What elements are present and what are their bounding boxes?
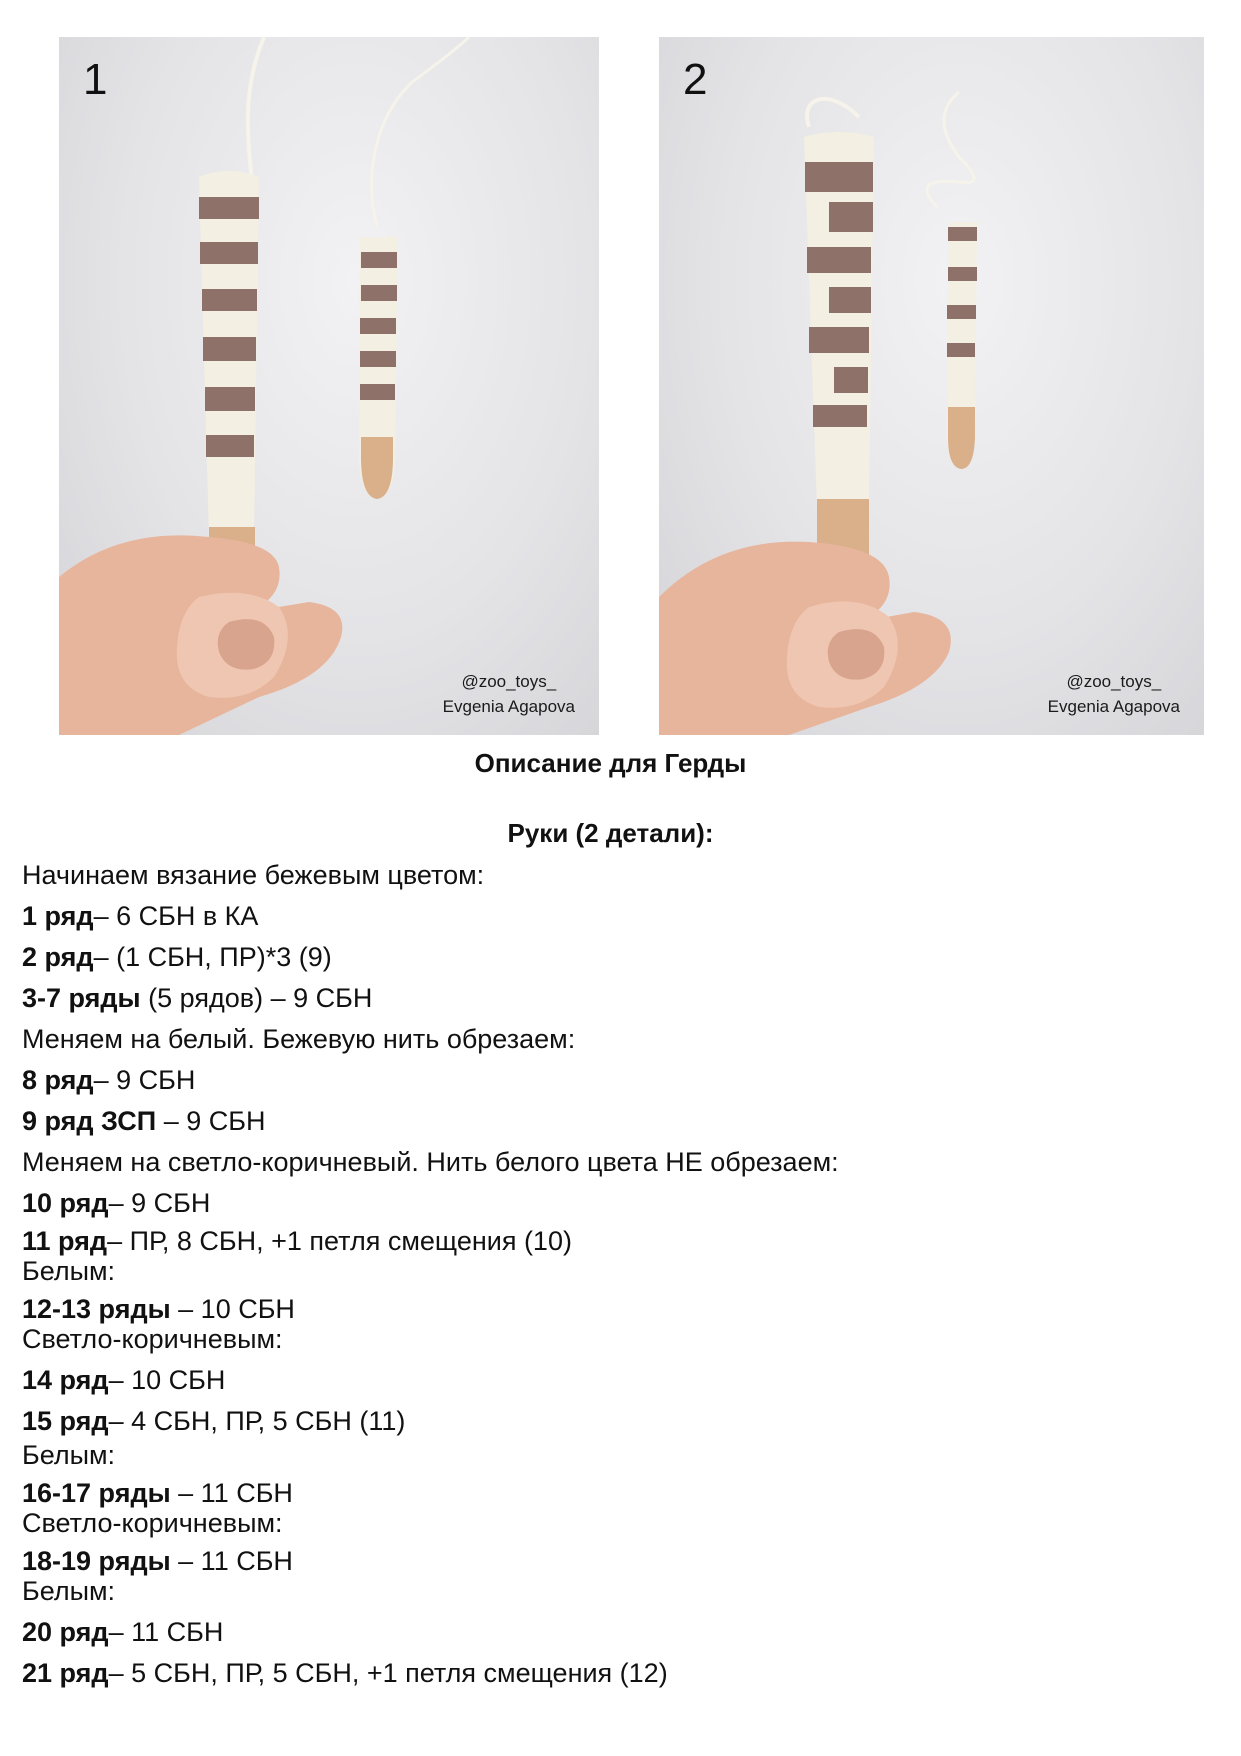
instruction-text: – 5 СБН, ПР, 5 СБН, +1 петля смещения (12) (108, 1658, 668, 1688)
instruction-line (22, 978, 1202, 1019)
instruction-line (22, 1258, 1202, 1285)
instruction-text: – 10 СБН (108, 1365, 226, 1395)
row-label: 14 ряд (22, 1365, 109, 1395)
photo-watermark (1048, 669, 1180, 719)
row-label: 1 ряд (22, 901, 94, 931)
instruction-line (22, 1653, 1202, 1694)
instruction-line (22, 1326, 1202, 1353)
row-label: 21 ряд (22, 1658, 109, 1688)
instruction-line (22, 1612, 1202, 1653)
instruction-line (22, 1142, 1202, 1183)
instruction-text: – 6 СБН в КА (93, 901, 259, 931)
row-label: 12-13 ряды (22, 1294, 171, 1324)
instruction-line (22, 855, 1202, 896)
photo-1 (59, 37, 599, 735)
instruction-line (22, 1442, 1202, 1469)
yarn-tail (372, 37, 469, 227)
watermark-handle: @zoo_toys_ (1066, 672, 1162, 691)
instruction-line (22, 1224, 1202, 1258)
row-label: 8 ряд (22, 1065, 94, 1095)
instruction-line (22, 1544, 1202, 1578)
small-arm (359, 237, 398, 499)
instruction-text: – 9 СБН (156, 1106, 266, 1136)
instruction-text: – 11 СБН (170, 1478, 293, 1508)
instruction-text: – 10 СБН (170, 1294, 295, 1324)
hand (59, 535, 342, 735)
small-arm (947, 222, 977, 469)
crochet-arms-photo-2 (659, 37, 1204, 735)
instruction-text: – 11 СБН (170, 1546, 293, 1576)
instruction-text: – ПР, 8 СБН, +1 петля смещения (10) (107, 1226, 572, 1256)
large-arm (804, 132, 874, 602)
row-label: 20 ряд (22, 1617, 109, 1647)
instruction-text: Меняем на светло-коричневый. Нить белого цвета НЕ обрезаем: (22, 1147, 839, 1177)
section-title: Руки (2 детали): (507, 818, 714, 848)
instruction-text: Меняем на белый. Бежевую нить обрезаем: (22, 1024, 576, 1054)
row-label: 10 ряд (22, 1188, 109, 1218)
photo-watermark (443, 669, 575, 719)
instruction-text: Светло-коричневым: (22, 1508, 283, 1538)
instruction-text: (5 рядов) – 9 СБН (140, 983, 373, 1013)
document-title: Описание для Герды (474, 748, 747, 778)
instruction-line (22, 1101, 1202, 1142)
instruction-line (22, 1578, 1202, 1605)
row-label: 9 ряд ЗСП (22, 1106, 157, 1136)
instruction-text: – 4 СБН, ПР, 5 СБН (11) (108, 1406, 406, 1436)
row-label: 18-19 ряды (22, 1546, 171, 1576)
row-label: 15 ряд (22, 1406, 109, 1436)
instruction-line (22, 1292, 1202, 1326)
instruction-list (22, 855, 1202, 1694)
instruction-line (22, 896, 1202, 937)
instruction-line (22, 1360, 1202, 1401)
instruction-line (22, 1060, 1202, 1101)
instruction-text: Белым: (22, 1440, 116, 1470)
photo-2 (659, 37, 1204, 735)
instruction-line (22, 1019, 1202, 1060)
instruction-text: – (1 СБН, ПР)*3 (9) (93, 942, 332, 972)
instruction-line (22, 1183, 1202, 1224)
instruction-text: Начинаем вязание бежевым цветом: (22, 860, 485, 890)
instruction-text: – 9 СБН (93, 1065, 196, 1095)
instruction-text: Белым: (22, 1256, 116, 1286)
instruction-line (22, 937, 1202, 978)
instruction-line (22, 1476, 1202, 1510)
watermark-author: Evgenia Agapova (442, 697, 575, 716)
row-label: 16-17 ряды (22, 1478, 171, 1508)
watermark-handle: @zoo_toys_ (461, 672, 557, 691)
yarn-tail (927, 92, 974, 207)
photo-number: 2 (683, 55, 708, 104)
yarn-tail (807, 99, 859, 127)
photo-number: 1 (83, 55, 108, 104)
instruction-line (22, 1510, 1202, 1537)
instruction-line (22, 1401, 1202, 1442)
hand (659, 542, 951, 735)
watermark-author: Evgenia Agapova (1047, 697, 1180, 716)
instruction-text: Светло-коричневым: (22, 1324, 283, 1354)
instruction-text: – 9 СБН (108, 1188, 211, 1218)
instruction-text: Белым: (22, 1576, 116, 1606)
crochet-arms-photo-1 (59, 37, 599, 735)
row-label: 2 ряд (22, 942, 94, 972)
instruction-text: – 11 СБН (108, 1617, 224, 1647)
row-label: 3-7 ряды (22, 983, 141, 1013)
row-label: 11 ряд (22, 1226, 108, 1256)
